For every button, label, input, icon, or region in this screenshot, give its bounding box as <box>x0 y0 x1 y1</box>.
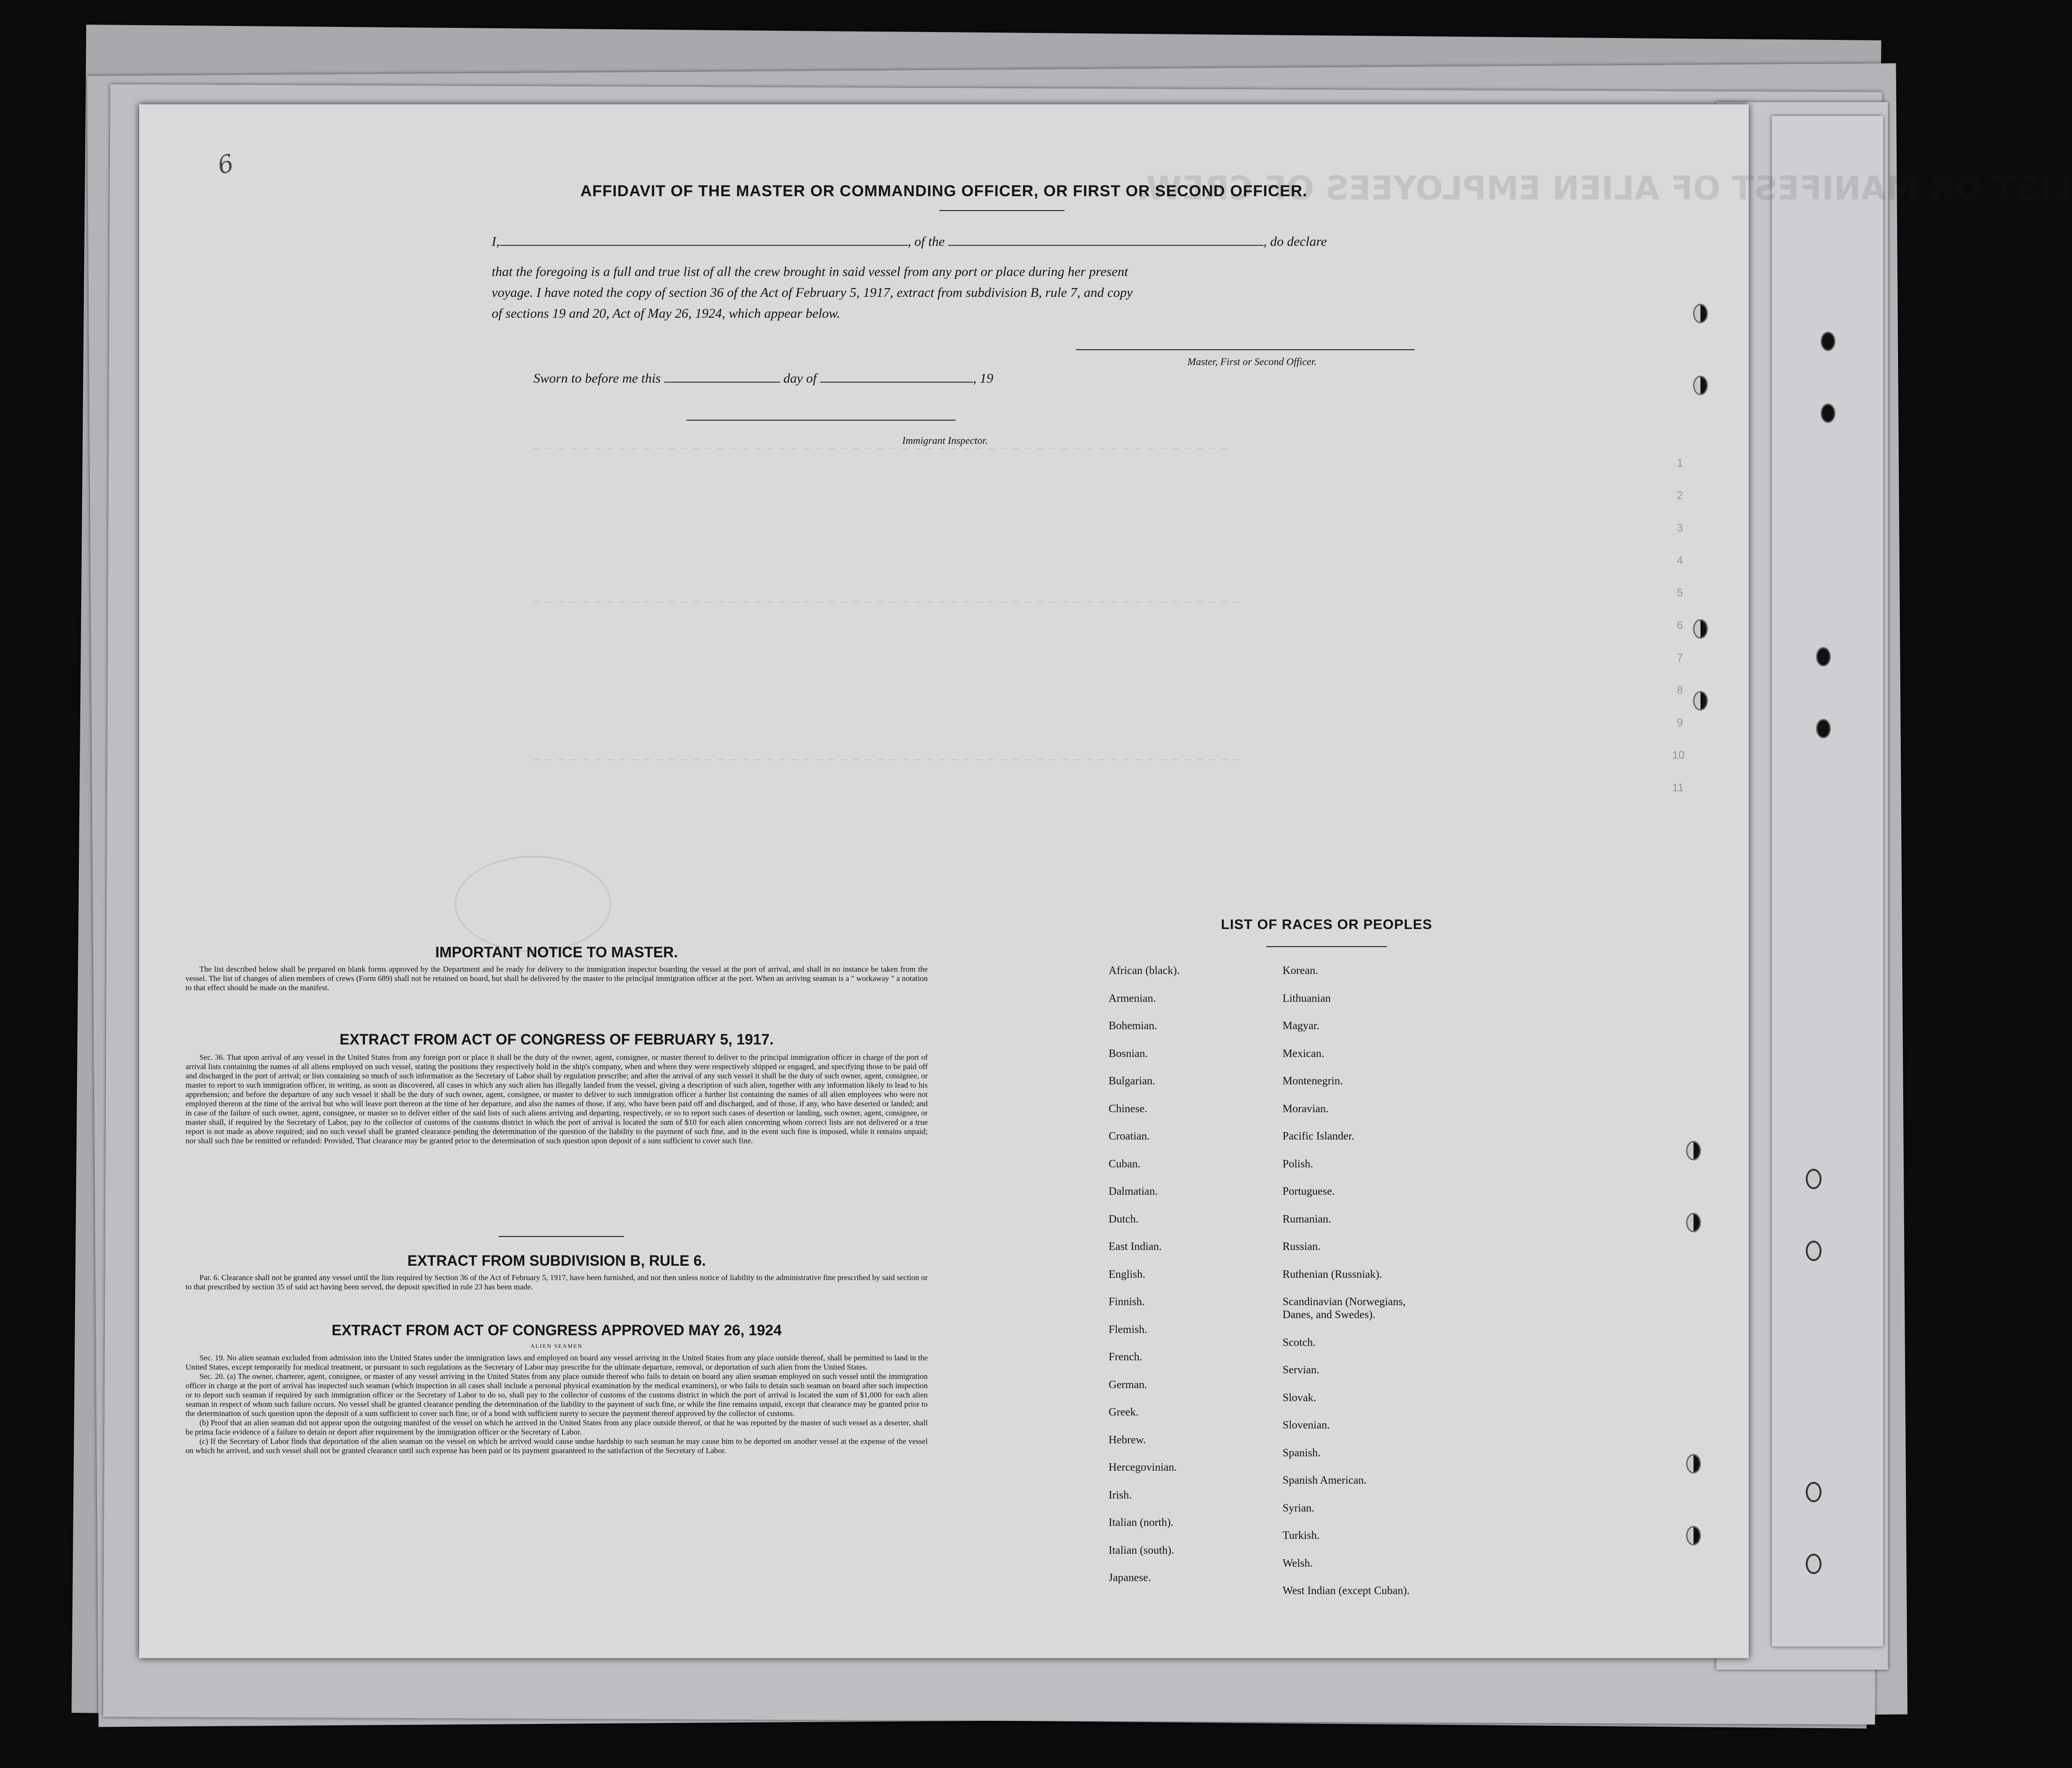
race-item: Finnish. <box>1109 1296 1145 1308</box>
row-number: 4 <box>1677 554 1683 567</box>
section-rule <box>499 1236 624 1237</box>
race-item: Flemish. <box>1109 1323 1148 1336</box>
punch-hole <box>1816 647 1831 666</box>
row-number: 2 <box>1677 489 1683 502</box>
bleed-through-text: LIST OR MANIFEST OF ALIEN EMPLOYEES OF CREW. <box>1136 169 2072 207</box>
sec20c-paragraph: (c) If the Secretary of Labor finds that deportation of the alien seaman on the vessel on which he arrived would cause undue hardship to such seaman he may cause him to be deported on another vessel at the expense of the vessel on which he arrived, and such vessel shall not be granted clearance until such expense has been paid or its payment guaranteed to the satisfaction of the Secretary of Labor. <box>186 1437 928 1455</box>
sworn-label: Sworn to before me this <box>533 371 661 386</box>
bleed-through-row: — — — — — — — — — — — — — — — — — — — — — — — — — — — — — — — — — — — — — — — — — — — — — — — — — — — — — — — — — — <box>533 754 1240 765</box>
handwritten-mark: 6 <box>214 149 237 180</box>
affidavit-i-label: I, <box>492 234 500 249</box>
race-item: Spanish. <box>1283 1447 1321 1459</box>
extract-1924-text <box>186 1340 928 1455</box>
sec19-paragraph: Sec. 19. No alien seaman excluded from admission into the United States under the immigration laws and employed on board any vessel arriving in the United States from any place outside thereof, shall be permitted to land in the United States, except temporarily for medical treatment, or pursuant to such regulations as the Secretary of Labor may prescribe for the ultimate departure, removal, or deportation of such alien from the United States. <box>186 1353 928 1371</box>
sec20b-paragraph: (b) Proof that an alien seaman did not appear upon the outgoing manifest of the vessel on which he arrived in the United States from any place outside thereof, or that he was reported by the master of such vessel as a deserter, shall be prima facie evidence of a failure to detain or deport after requirement by the immigration officer or the Secretary of Labor. <box>186 1418 928 1436</box>
extract-1917-title: EXTRACT FROM ACT OF CONGRESS OF FEBRUARY 5, 1917. <box>340 1031 774 1048</box>
race-item: Turkish. <box>1283 1530 1320 1542</box>
race-item: Portuguese. <box>1283 1185 1335 1198</box>
race-item: Cuban. <box>1109 1158 1141 1170</box>
inspector-signature-line[interactable] <box>686 420 956 421</box>
race-item: Welsh. <box>1283 1557 1313 1569</box>
race-item: Russian. <box>1283 1241 1321 1253</box>
affidavit-declare-label: , do declare <box>1263 234 1327 249</box>
race-item: Bosnian. <box>1109 1047 1148 1060</box>
race-item: Magyar. <box>1283 1020 1320 1032</box>
races-title: LIST OF RACES OR PEOPLES <box>1221 917 1432 932</box>
race-item: Hercegovinian. <box>1109 1461 1177 1473</box>
row-number: 3 <box>1677 522 1683 534</box>
race-item: Ruthenian (Russniak). <box>1283 1268 1382 1281</box>
race-item: Scotch. <box>1283 1336 1316 1349</box>
race-item: Pacific Islander. <box>1283 1130 1354 1142</box>
punch-hole <box>1686 1213 1701 1232</box>
sworn-line <box>533 371 993 386</box>
punch-hole <box>1821 404 1835 423</box>
name-blank[interactable] <box>500 244 908 246</box>
sec20a-paragraph: Sec. 20. (a) The owner, charterer, agent, consignee, or master of any vessel arriving in the United States from any place outside thereof who fails to detain on board any alien seaman employed on such vessel until the immigration officer in charge at the port of arrival has inspected such seaman (which inspection in all cases shall include a personal physical examination by the medical examiners), or who fails to detain such seaman on board after such inspection or to deport such seaman if required by such immigration officer or the Secretary of Labor to do so, shall pay to the collector of customs of the customs district in which the port of arrival is located the sum of $1,000 for each alien seaman in respect of whom such failure occurs. No vessel shall be granted clearance pending the determination of the liability to the payment of such fine, or while the fine remains unpaid, except that clearance may be granted prior to the determination of such question upon the deposit of a sum sufficient to cover such fine, or of a bond with sufficient surety to secure the payment thereof approved by the collector of customs. <box>186 1372 928 1418</box>
race-item: Spanish American. <box>1283 1474 1367 1486</box>
master-signature-label: Master, First or Second Officer. <box>1187 356 1317 367</box>
row-number: 11 <box>1672 782 1684 794</box>
punch-hole <box>1693 304 1708 323</box>
notice-text: The list described below shall be prepared on blank forms approved by the Department and be ready for delivery to the immigration inspector boarding the vessel at the port of arrival, and shall in no instance be taken from the vessel. The list of changes of alien members of crews (Form 689) shall not be retained on board, but shall be delivered by the master to the principal immigration officer at the port. When an arriving seaman is a " workaway " a notation to that effect should be made on the manifest. <box>186 965 928 992</box>
row-number: 5 <box>1677 587 1683 599</box>
race-item: Japanese. <box>1109 1572 1151 1584</box>
row-number: 8 <box>1677 684 1683 697</box>
subdivision-title: EXTRACT FROM SUBDIVISION B, RULE 6. <box>407 1252 706 1269</box>
affidavit-title: AFFIDAVIT OF THE MASTER OR COMMANDING OFFICER, OR FIRST OR SECOND OFFICER. <box>580 182 1308 200</box>
race-item: African (black). <box>1109 965 1180 977</box>
sworn-month-blank[interactable] <box>820 381 973 383</box>
punch-hole <box>1806 1241 1822 1261</box>
race-item: Croatian. <box>1109 1130 1150 1142</box>
punch-hole <box>1693 691 1708 711</box>
subdivision-text: Par. 6. Clearance shall not be granted any vessel until the lists required by Section 36 of the Act of February 5, 1917, have been furnished, and not then unless notice of liability to the administrative fine prescribed by said section or to that prescribed by section 35 of said act having been served, the deposit specified in rule 23 has been made. <box>186 1273 928 1291</box>
race-item: West Indian (except Cuban). <box>1283 1585 1410 1597</box>
punch-hole <box>1806 1482 1822 1502</box>
row-number: 6 <box>1677 619 1683 632</box>
race-item: Montenegrin. <box>1283 1075 1343 1087</box>
race-item: Italian (south). <box>1109 1544 1174 1557</box>
row-number: 10 <box>1672 749 1685 762</box>
race-item: Dutch. <box>1109 1213 1139 1225</box>
race-item: Syrian. <box>1283 1502 1315 1514</box>
document-page <box>139 104 2072 1658</box>
master-signature-line[interactable] <box>1076 349 1415 350</box>
race-item: East Indian. <box>1109 1241 1162 1253</box>
extract-1924-title: EXTRACT FROM ACT OF CONGRESS APPROVED MAY 26, 1924 <box>331 1322 782 1339</box>
race-item: Servian. <box>1283 1364 1320 1376</box>
day-of-label: day of <box>783 371 817 386</box>
race-item: Irish. <box>1109 1489 1132 1501</box>
race-item: Rumanian. <box>1283 1213 1331 1225</box>
alien-seamen-subtitle: ALIEN SEAMEN <box>530 1343 583 1349</box>
race-item: English. <box>1109 1268 1146 1281</box>
race-item: Dalmatian. <box>1109 1185 1158 1198</box>
punch-hole <box>1686 1141 1701 1160</box>
race-item: Slovak. <box>1283 1391 1316 1404</box>
race-item: Bulgarian. <box>1109 1075 1155 1087</box>
race-item: German. <box>1109 1378 1148 1391</box>
race-item: Moravian. <box>1283 1102 1329 1115</box>
row-number: 7 <box>1677 652 1683 664</box>
races-title-rule <box>1266 946 1387 947</box>
punch-hole <box>1806 1554 1822 1574</box>
race-item: Bohemian. <box>1109 1020 1157 1032</box>
bleed-through-row: — — — — — — — — — — — — — — — — — — — — — — — — — — — — — — — — — — — — — — — — — — — — — — — — — — — — — — — — — — <box>533 596 1240 608</box>
row-number: 9 <box>1677 717 1683 729</box>
notice-title: IMPORTANT NOTICE TO MASTER. <box>435 944 678 961</box>
year-label: , 19 <box>973 371 994 386</box>
race-item: Armenian. <box>1109 992 1156 1005</box>
race-item: French. <box>1109 1351 1142 1363</box>
punch-hole <box>1686 1526 1701 1545</box>
punch-hole <box>1821 332 1835 351</box>
sworn-day-blank[interactable] <box>664 381 780 383</box>
inspector-signature-label: Immigrant Inspector. <box>902 435 988 446</box>
race-item: Scandinavian (Norwegians, <box>1283 1296 1406 1308</box>
punch-hole <box>1806 1169 1822 1189</box>
race-item: Polish. <box>1283 1158 1314 1170</box>
bleed-through-row: — — — — — — — — — — — — — — — — — — — — — — — — — — — — — — — — — — — — — — — — — — — — — — — — — — — — — — — — — <box>533 443 1228 455</box>
race-item: Chinese. <box>1109 1102 1148 1115</box>
race-item: Korean. <box>1283 965 1318 977</box>
affidavit-of-the-label: , of the <box>907 234 945 249</box>
race-item: Greek. <box>1109 1406 1139 1418</box>
race-item: Slovenian. <box>1283 1419 1330 1431</box>
punch-hole <box>1686 1454 1701 1473</box>
vessel-blank[interactable] <box>948 244 1264 246</box>
row-number: 1 <box>1677 457 1683 469</box>
race-item: Italian (north). <box>1109 1517 1174 1529</box>
race-item: Hebrew. <box>1109 1434 1146 1446</box>
affidavit-text-line: of sections 19 and 20, Act of May 26, 1924, which appear below. <box>492 306 840 321</box>
affidavit-text-line: voyage. I have noted the copy of section 36 of the Act of February 5, 1917, extract from subdivision B, rule 7, and copy <box>492 285 1133 300</box>
race-item: Lithuanian <box>1283 992 1331 1005</box>
punch-hole <box>1693 619 1708 639</box>
punch-hole <box>1816 719 1831 738</box>
punch-hole <box>1693 376 1708 395</box>
race-item: Danes, and Swedes). <box>1283 1309 1375 1321</box>
faint-stamp <box>455 856 611 952</box>
affidavit-text-line: that the foregoing is a full and true list of all the crew brought in said vessel from any port or place during her present <box>492 264 1129 279</box>
extract-1917-text: Sec. 36. That upon arrival of any vessel in the United States from any foreign port or place it shall be the duty of the owner, agent, consignee, or master thereof to deliver to the principal immigration officer in charge of the port of arrival lists containing the names of all aliens employed on such vessel, stating the positions they respectively hold in the ship's company, when and where they were respectively shipped or engaged, and specifying those to be paid off and discharged in the port of arrival; or lists containing so much of such information as the Secretary of Labor shall by regulation prescribe; and after the arrival of any such vessel it shall be the duty of such owner, agent, consignee, or master to report to such immigration officer, in writing, as soon as discovered, all cases in which any such alien has illegally landed from the vessel, giving a description of such alien, together with any information likely to lead to his apprehension; and before the departure of any such vessel it shall be the duty of such owner, agent, consignee, or master to deliver to such immigration officer a further list containing the names of all alien employees who were not employed thereon at the time of the arrival but who will leave port thereon at the time of her departure, and also the names of those, if any, who have been paid off and discharged, and of those, if any, who have deserted or landed; and in case of the failure of such owner, agent, consignee, or master so to deliver either of the said lists of such aliens arriving and departing, respectively, or so to report such cases of desertion or landing, such owner, agent, consignee, or master shall, if required by the Secretary of Labor, pay to the collector of customs of the customs district in which the port of arrival is located the sum of $10 for each alien concerning whom correct lists are not delivered or a true report is not made as above required; and no such vessel shall be granted clearance pending the determination of the question of the liability to the payment of such fine, and in the event such fine is imposed, while it remains unpaid; nor shall such fine be remitted or refunded: Provided, That clearance may be granted prior to the determination of such question upon deposit of a sum sufficient to cover such fine. <box>186 1053 928 1145</box>
title-rule <box>939 210 1065 211</box>
affidavit-declaration-line <box>492 234 1327 250</box>
race-item: Mexican. <box>1283 1047 1324 1060</box>
